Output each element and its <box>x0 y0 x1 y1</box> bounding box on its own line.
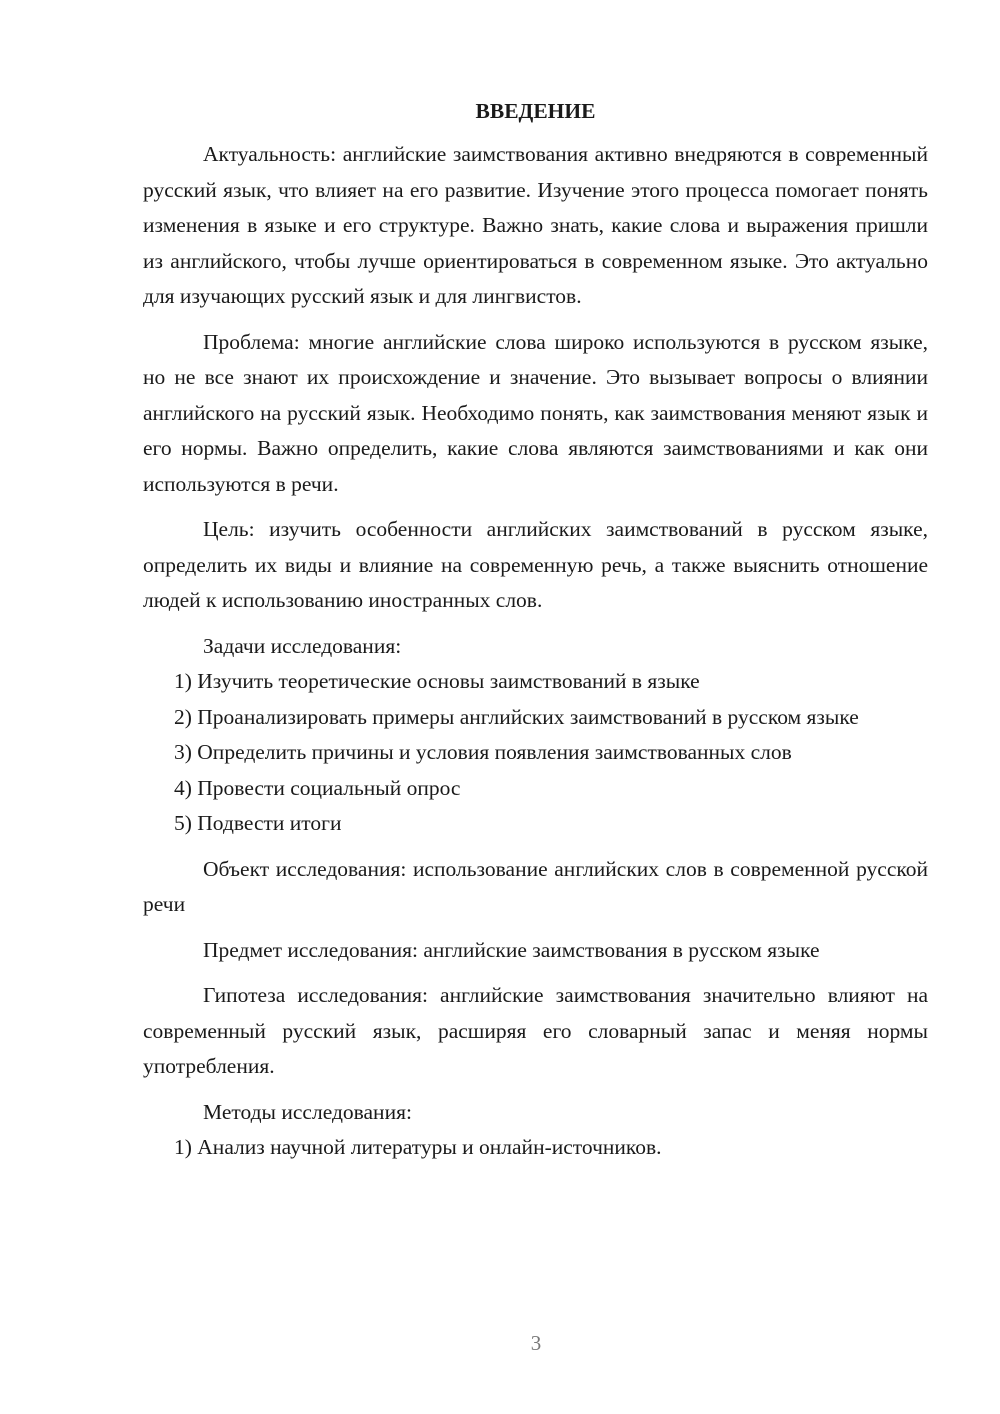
method-item-1: 1) Анализ научной литературы и онлайн-источников. <box>174 1135 662 1159</box>
hypothesis-paragraph: Гипотеза исследования: английские заимствования значительно влияют на современный русский язык, расширяя его словарный запас и меняя нормы употребления. <box>143 983 928 1078</box>
relevance-paragraph: Актуальность: английские заимствования активно внедряются в современный русский язык, что влияет на его развитие. Изучение этого процесса помогает понять изменения в языке и его структуре. Важно знать, какие слова и выражения пришли из английского, чтобы лучше ориентироваться в современном языке. Это актуально для изучающих русский язык и для лингвистов. <box>143 142 928 308</box>
tasks-heading: Задачи исследования: <box>203 633 402 658</box>
task-item-5: 5) Подвести итоги <box>174 811 342 835</box>
task-item-1: 1) Изучить теоретические основы заимствований в языке <box>174 669 700 693</box>
task-item-3: 3) Определить причины и условия появления заимствованных слов <box>174 740 792 764</box>
methods-heading: Методы исследования: <box>203 1099 412 1124</box>
task-item-2: 2) Проанализировать примеры английских заимствований в русском языке <box>174 704 859 729</box>
task-item-4: 4) Провести социальный опрос <box>174 775 461 800</box>
subject-paragraph: Предмет исследования: английские заимствования в русском языке <box>203 937 820 962</box>
page-number: 3 <box>530 1331 542 1355</box>
section-title: ВВЕДЕНИЕ <box>475 99 596 123</box>
problem-paragraph: Проблема: многие английские слова широко используются в русском языке, но не все знают их происхождение и значение. Это вызывает вопросы о влиянии английского на русский язык. Необходимо понять, как заимствования меняют язык и его нормы. Важно определить, какие слова являются заимствованиями и как они используются в речи. <box>143 329 928 496</box>
document-page <box>143 94 928 1166</box>
goal-paragraph: Цель: изучить особенности английских заимствований в русском языке, определить их виды и влияние на современную речь, а также выяснить отношение людей к использованию иностранных слов. <box>143 517 928 612</box>
object-paragraph: Объект исследования: использование английских слов в современной русской речи <box>143 856 928 916</box>
